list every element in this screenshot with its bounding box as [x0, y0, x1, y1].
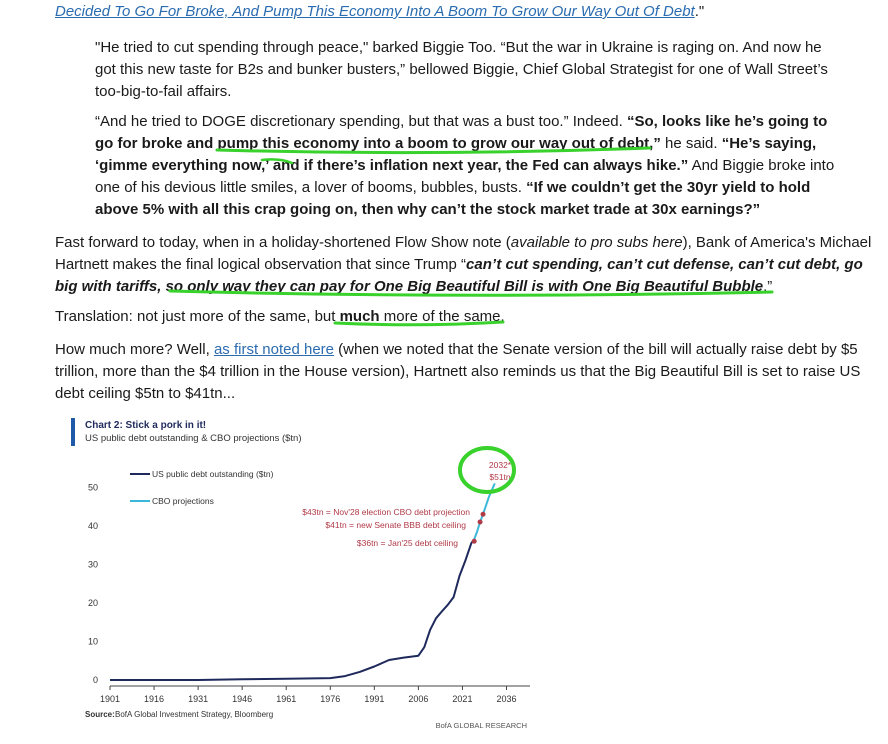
x-tick-label: 2036	[496, 694, 517, 704]
x-tick-label: 1976	[320, 694, 341, 704]
annotation-2032: 2032*	[488, 460, 512, 470]
quote2-text-c: he said.	[660, 135, 722, 152]
highlight-circle-2032	[460, 448, 514, 492]
annotation-43tn: $43tn = Nov'28 election CBO debt projection	[302, 507, 470, 517]
para1-italic-link: available to pro subs here	[510, 234, 683, 251]
x-tick-label: 1931	[188, 694, 209, 704]
chart-subtitle: US public debt outstanding & CBO projections ($tn)	[85, 433, 302, 444]
highlight-underline-2	[262, 159, 292, 163]
y-tick-label: 50	[87, 482, 98, 493]
quote2-bold-b: “So, looks like he’s going to go for broke and pump this economy into a boom to grow our way out of debt,”	[95, 113, 828, 152]
para3-text-a: How much more? Well,	[55, 341, 214, 358]
quote2-bold-d: “He’s saying, ‘gimme everything now,’ and if there’s inflation next year, the Fed can always hike.”	[95, 135, 817, 174]
annotation-36tn: $36tn = Jan'25 debt ceiling	[356, 538, 458, 548]
article-link[interactable]: Decided To Go For Broke, And Pump This Economy Into A Boom To Grow Our Way Out Of Debt	[55, 3, 695, 20]
para1-bold-italic-quote: can’t cut spending, can’t cut defense, can’t cut debt, go big with tariffs, so only way they can pay for One Big Beautiful Bill is with One Big Beautiful Bubble	[55, 256, 863, 295]
quote2-text-a: “And he tried to DOGE discretionary spending, but that was a bust too.” Indeed.	[95, 113, 627, 130]
x-tick-label: 2021	[452, 694, 473, 704]
legend-label-cbo: CBO projections	[152, 496, 214, 506]
annotation-dot	[478, 519, 483, 524]
annotation-51tn: $51tn	[489, 472, 511, 482]
para3-text-b: (when we noted that the Senate version of the bill will actually raise debt by $5 trillion, more than the $4 trillion in the House version), Hartnett also reminds us that the Big Beautiful Bill is set to raise US debt ceiling $5tn to $41tn...	[55, 341, 861, 402]
para2-text-c: more of the same.	[379, 308, 505, 325]
para2-bold-much: much	[339, 308, 380, 325]
highlight-underline-4	[335, 322, 503, 325]
quote2-text-e: And Biggie broke into one of his devious little smiles, a lover of booms, bubbles, busts.	[95, 157, 835, 196]
para1-text-e: .”	[763, 278, 773, 295]
highlight-underline-1	[217, 148, 650, 153]
y-tick-label: 10	[87, 636, 98, 647]
x-tick-label: 1901	[99, 694, 121, 704]
x-tick-label: 1991	[364, 694, 385, 704]
annotation-dot	[481, 512, 486, 517]
y-tick-label: 20	[87, 597, 98, 608]
series-line-debt	[110, 539, 474, 680]
debt-chart	[60, 410, 540, 740]
x-tick-label: 1946	[232, 694, 253, 704]
annotation-41tn: $41tn = new Senate BBB debt ceiling	[325, 520, 466, 530]
y-tick-label: 0	[92, 675, 98, 685]
quote-paragraph-1: "He tried to cut spending through peace," barked Biggie Too. “But the war in Ukraine is raging on. And now he got this new taste for B2s and bunker busters,” bellowed Biggie, Chief Global Strategist for one of Wall Street’s too-big-to-fail affairs.	[95, 39, 828, 100]
y-tick-label: 30	[87, 559, 98, 570]
chart-svg	[60, 410, 540, 740]
annotation-dot	[472, 539, 477, 544]
x-tick-label: 2006	[408, 694, 429, 704]
para2-text-a: Translation: not just more of the same, but	[55, 308, 340, 325]
first-noted-link[interactable]: as first noted here	[213, 341, 335, 358]
x-tick-label: 1961	[276, 694, 297, 704]
x-tick-label: 1916	[144, 694, 165, 704]
legend-label-debt: US public debt outstanding ($tn)	[152, 469, 274, 479]
highlight-underline-3	[170, 291, 772, 295]
source-label: Source:	[85, 710, 115, 719]
top-link-suffix: ."	[694, 3, 705, 20]
y-tick-label: 40	[87, 520, 98, 531]
para1-text-a: Fast forward to today, when in a holiday-shortened Flow Show note (	[55, 234, 511, 251]
brand-label: BofA GLOBAL RESEARCH	[435, 721, 527, 730]
source-text: BofA Global Investment Strategy, Bloomberg	[115, 710, 274, 719]
chart-title: Chart 2: Stick a pork in it!	[85, 420, 207, 431]
quote2-bold-f: “If we couldn’t get the 30yr yield to hold above 5% with all this crap going on, then why can’t the stock market trade at 30x earnings?”	[95, 179, 811, 218]
chart-title-bar	[71, 418, 75, 446]
para1-text-c: ), Bank of America's Michael Hartnett makes the final logical observation that since Trump “	[55, 234, 872, 273]
